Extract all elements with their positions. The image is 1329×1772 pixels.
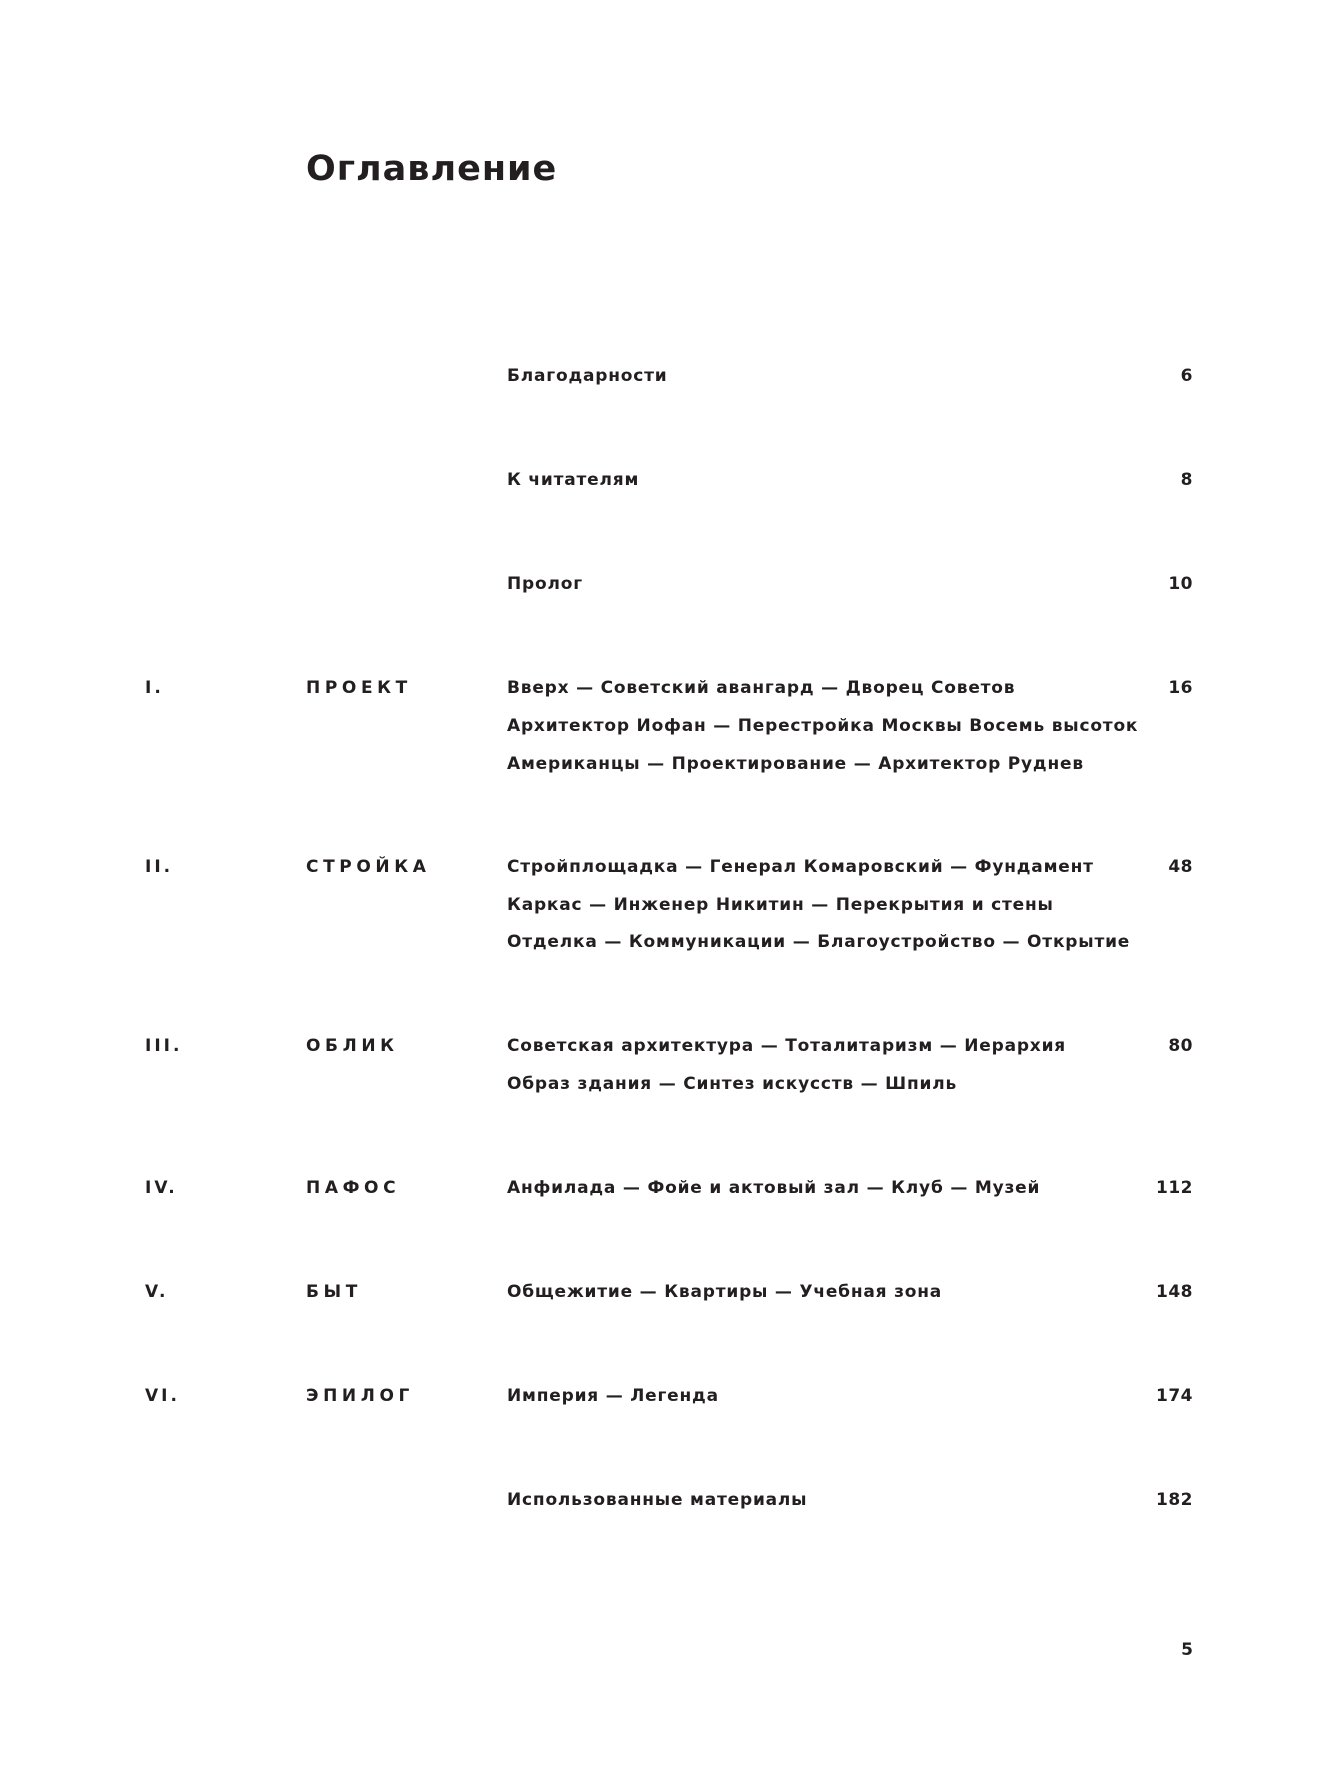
toc-part-number: I. xyxy=(145,678,164,698)
toc-entry-line: Советская архитектура — Тоталитаризм — Иерархия xyxy=(507,1036,1067,1056)
toc-entry-line: Отделка — Коммуникации — Благоустройство — Открытие xyxy=(507,932,1131,952)
toc-entry-page-number: 10 xyxy=(1168,574,1193,594)
toc-entry-page-number: 80 xyxy=(1168,1036,1193,1056)
toc-entry-line: Вверх — Советский авангард — Дворец Советов xyxy=(507,678,1016,698)
toc-part-title: СТРОЙКА xyxy=(306,857,431,877)
toc-part-title: БЫТ xyxy=(306,1282,362,1302)
toc-entry-line: Пролог xyxy=(507,574,583,594)
toc-part-title: ЭПИЛОГ xyxy=(306,1386,414,1406)
toc-entry-line: Империя — Легенда xyxy=(507,1386,719,1406)
toc-entry-page-number: 112 xyxy=(1156,1178,1193,1198)
toc-entry-line: Каркас — Инженер Никитин — Перекрытия и стены xyxy=(507,895,1054,915)
toc-part-number: II. xyxy=(145,857,174,877)
toc-part-title: ПРОЕКТ xyxy=(306,678,412,698)
toc-entry-line: Общежитие — Квартиры — Учебная зона xyxy=(507,1282,943,1302)
toc-entry-line: Благодарности xyxy=(507,366,668,386)
page-number: 5 xyxy=(1181,1640,1193,1660)
toc-entry-page-number: 8 xyxy=(1180,470,1193,490)
toc-part-number: III. xyxy=(145,1036,183,1056)
toc-entry-page-number: 48 xyxy=(1168,857,1193,877)
toc-entry-page-number: 148 xyxy=(1156,1282,1193,1302)
toc-part-number: V. xyxy=(145,1282,169,1302)
toc-entry-page-number: 182 xyxy=(1156,1490,1193,1510)
toc-entry-page-number: 16 xyxy=(1168,678,1193,698)
toc-part-number: IV. xyxy=(145,1178,178,1198)
toc-part-number: VI. xyxy=(145,1386,180,1406)
toc-entry-page-number: 174 xyxy=(1156,1386,1193,1406)
toc-entry-line: К читателям xyxy=(507,470,640,490)
toc-entry-line: Архитектор Иофан — Перестройка Москвы Восемь высоток xyxy=(507,716,1139,736)
toc-part-title: ОБЛИК xyxy=(306,1036,399,1056)
toc-part-title: ПАФОС xyxy=(306,1178,401,1198)
toc-entry-line: Американцы — Проектирование — Архитектор Руднев xyxy=(507,754,1084,774)
toc-entry-page-number: 6 xyxy=(1180,366,1193,386)
toc-entry-line: Использованные материалы xyxy=(507,1490,808,1510)
toc-entry-line: Стройплощадка — Генерал Комаровский — Фундамент xyxy=(507,857,1094,877)
toc-entry-line: Образ здания — Синтез искусств — Шпиль xyxy=(507,1074,958,1094)
toc-entry-line: Анфилада — Фойе и актовый зал — Клуб — Музей xyxy=(507,1178,1041,1198)
page-title: Оглавление xyxy=(306,149,558,189)
